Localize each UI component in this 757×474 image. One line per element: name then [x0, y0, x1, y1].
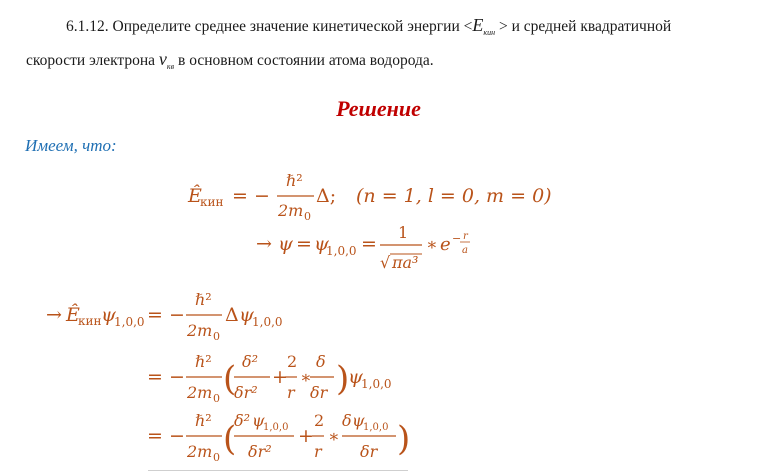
- paren-close: ): [336, 359, 350, 399]
- problem-text-1: Определите среднее значение кинетической энергии: [112, 18, 460, 35]
- arrow-2: →: [46, 304, 62, 326]
- hamiltonian-subscript-2: кин: [78, 314, 102, 328]
- psi-symbol: ψ: [278, 233, 293, 255]
- derivative-psi: ψ: [352, 411, 365, 430]
- mass-subscript-2: 0: [213, 330, 220, 343]
- mass-term-4: 2m: [187, 442, 213, 461]
- energy-symbol: E: [472, 15, 484, 35]
- arrow: →: [256, 233, 272, 255]
- equals-sign-6: = −: [147, 425, 185, 447]
- hamiltonian-symbol: Ê: [188, 185, 202, 207]
- derivative-psi-d: δ: [342, 411, 352, 430]
- energy-subscript: кин: [483, 28, 496, 37]
- second-derivative-psi-d: δ²: [234, 411, 251, 430]
- equals-sign-4: = −: [147, 304, 185, 326]
- hbar-squared-4: ℏ²: [195, 411, 212, 430]
- mass-term: 2m: [278, 201, 304, 220]
- paren-open: (: [223, 359, 237, 399]
- multiply-sign: ∗: [426, 235, 438, 255]
- second-derivative-denominator-2: δr²: [248, 442, 272, 461]
- mass-subscript-4: 0: [213, 451, 220, 464]
- laplacian: Δ;: [316, 185, 337, 207]
- hbar-squared-3: ℏ²: [195, 352, 212, 371]
- problem-line-1: [66, 16, 671, 42]
- hbar-squared: ℏ²: [286, 171, 303, 190]
- derivative-psi-sub: 1,0,0: [363, 422, 389, 433]
- equals-sign: = −: [232, 185, 270, 207]
- energy-average: $<E_{кин}$ >: [463, 15, 512, 37]
- mass-subscript: 0: [304, 210, 311, 223]
- second-derivative-numerator: δ²: [242, 352, 259, 371]
- problem-number: 6.1.12.: [66, 18, 109, 35]
- multiply-sign-3: ∗: [328, 427, 340, 447]
- psi-subscript: 1,0,0: [326, 244, 357, 258]
- two-numerator: 2: [287, 352, 298, 371]
- divider-line: [148, 470, 408, 471]
- psi-subscript-4: 1,0,0: [252, 315, 283, 329]
- equals-sign-5: = −: [147, 366, 185, 388]
- equation-operator: [46, 290, 283, 343]
- multiply-sign-2: ∗: [300, 368, 312, 388]
- norm-numerator: 1: [398, 223, 409, 242]
- laplacian-2: Δ: [225, 304, 239, 326]
- exp-denominator: a: [462, 245, 468, 256]
- second-derivative-psi-sub: 1,0,0: [263, 422, 289, 433]
- problem-line-2: [26, 50, 434, 76]
- problem-text-2: скорости электрона: [26, 52, 156, 69]
- second-derivative-denominator: δr²: [234, 383, 258, 402]
- hbar-squared-2: ℏ²: [195, 290, 212, 309]
- mass-subscript-3: 0: [213, 392, 220, 405]
- sqrt-sign: √: [380, 253, 391, 272]
- exp-base: e: [440, 234, 451, 255]
- derivative-denominator-2: δr: [360, 442, 378, 461]
- psi-symbol-4: ψ: [239, 304, 254, 326]
- derivative-denominator: δr: [310, 383, 328, 402]
- mass-term-2: 2m: [187, 321, 213, 340]
- equals-sign-2: =: [296, 233, 312, 255]
- paren-close-2: ): [397, 419, 411, 459]
- equation-wavefunction: [256, 223, 470, 272]
- two-numerator-2: 2: [314, 411, 325, 430]
- quantum-numbers: (n = 1, l = 0, m = 0): [356, 185, 552, 207]
- r-denominator: r: [287, 383, 295, 402]
- hamiltonian-subscript: кин: [200, 195, 224, 209]
- psi-subscript-3: 1,0,0: [114, 315, 145, 329]
- equations-block: [0, 170, 757, 470]
- velocity-subscript: кв: [166, 62, 175, 71]
- exp-numerator: r: [463, 231, 468, 242]
- paren-open-2: (: [223, 419, 237, 459]
- equals-sign-3: =: [361, 233, 377, 255]
- psi-symbol-5: ψ: [348, 366, 363, 388]
- derivative-numerator: δ: [316, 352, 326, 371]
- hamiltonian-symbol-2: Ê: [66, 304, 80, 326]
- psi-symbol-2: ψ: [314, 233, 329, 255]
- intro-text: Имеем, что:: [25, 136, 117, 155]
- psi-subscript-5: 1,0,0: [361, 377, 392, 391]
- second-derivative-psi: ψ: [252, 411, 265, 430]
- psi-symbol-3: ψ: [101, 304, 116, 326]
- equation-laplacian-expanded: [147, 352, 392, 405]
- plus-sign: +: [272, 366, 288, 388]
- equation-applied: [147, 411, 410, 464]
- r-denominator-2: r: [314, 442, 322, 461]
- equation-hamiltonian: [187, 171, 552, 223]
- norm-denominator: πa³: [392, 253, 419, 272]
- problem-text-2-end: в основном состоянии атома водорода.: [178, 52, 434, 69]
- velocity-symbol: v: [158, 49, 167, 69]
- problem-text-1-end: и средней квадратичной: [511, 18, 672, 35]
- exp-minus: −: [452, 232, 462, 245]
- mass-term-3: 2m: [187, 383, 213, 402]
- solution-title: Решение: [336, 96, 421, 121]
- plus-sign-2: +: [298, 425, 314, 447]
